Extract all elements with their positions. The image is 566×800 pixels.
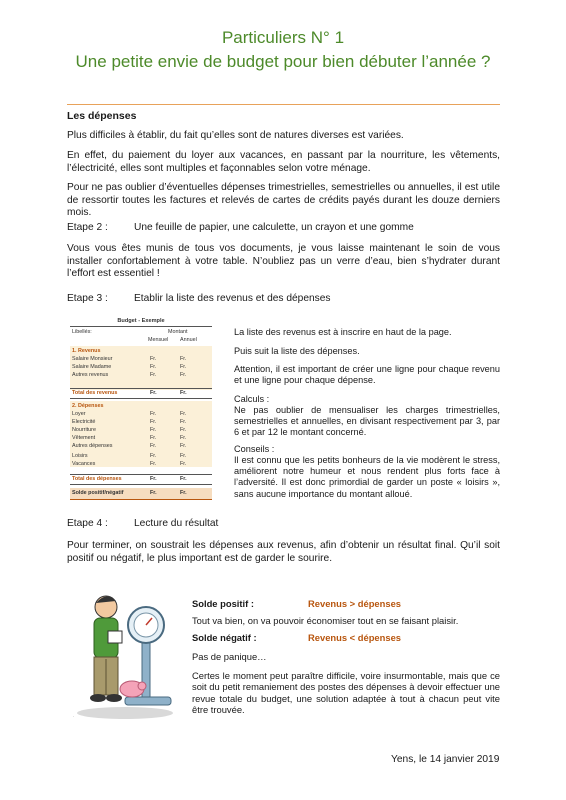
cell-currency: Fr. [150,476,157,482]
montant-header: Montant [168,329,188,335]
solde-positif-label: Solde positif : [192,598,254,609]
cell-currency: Fr. [150,435,157,441]
step-3-label: Etape 3 : [67,293,108,304]
mensuel-header: Mensuel [148,337,169,343]
cell-currency: Fr. [180,453,187,459]
revenu-row: Autres revenus [72,372,109,378]
conseils-text: Il est connu que les petits bonheurs de la vie modèrent le stress, améliorent notre humeur et nous rendent plus forts face à l’adversité. Il est donc primordial de garder un poste « loisirs », sans aucune importance du montant alloué. [234,455,500,499]
total-revenus: Total des revenus [72,390,118,396]
cell-currency: Fr. [180,427,187,433]
step-3-text: Etablir la liste des revenus et des dépenses [134,293,331,304]
step-2 [67,222,414,233]
footer-date: Yens, le 14 janvier 2019 [391,754,500,765]
solde-positif-rule: Revenus > dépenses [308,598,402,609]
cell-currency: Fr. [180,390,187,396]
depense-row: Electricité [72,419,96,425]
cell-currency: Fr. [180,419,187,425]
divider [67,104,500,105]
depense-row: Autres dépenses [72,443,113,449]
depense-row: Loyer [72,411,86,417]
side-text-1: La liste des revenus est à inscrire en haut de la page. [234,327,452,337]
side-text-3: Attention, il est important de créer une ligne pour chaque revenu et une ligne pour chaque dépense. [234,364,500,386]
libelle-header: Libellés: [72,329,92,335]
solde-negatif-text-2: Certes le moment peut paraître difficile, voire insurmontable, mais que ce soit du petit remaniement des postes des dépenses à devoir effectuer une revue totale du budget, une solution adaptée à tout à chacun peut vite être trouvée. [192,670,500,716]
calculs-title: Calculs : [234,394,270,404]
cell-currency: Fr. [150,427,157,433]
cell-currency: Fr. [150,411,157,417]
paragraph-5: Pour terminer, on soustrait les dépenses aux revenus, afin d’obtenir un résultat final. Qu’il soit positif ou négatif, le plus important est de garder le sourire. [67,540,500,564]
solde-row: Solde positif/négatif [72,490,124,496]
cell-currency: Fr. [180,476,187,482]
cell-currency: Fr. [150,443,157,449]
section-title: Les dépenses [67,110,137,122]
conseils-title: Conseils : [234,444,275,454]
cell-currency: Fr. [150,356,157,362]
side-text-2: Puis suit la liste des dépenses. [234,346,360,356]
depense-row: Loisirs [72,453,88,459]
paragraph-3: Pour ne pas oublier d’éventuelles dépenses trimestrielles, semestrielles ou annuelles, il est utile de ressortir toutes les factures et relevés de cartes de crédits payés durant les douze derniers mois. [67,182,500,218]
solde-negatif-text-1: Pas de panique… [192,651,267,662]
annuel-header: Annuel [180,337,197,343]
depense-row: Nourriture [72,427,96,433]
cartoon-scale-illustration [70,585,175,720]
step-4-text: Lecture du résultat [134,518,219,529]
paragraph-2: En effet, du paiement du loyer aux vacances, en passant par la nourriture, les vêtements, l’électricité, elles sont multiples et façonnables selon votre ménage. [67,150,500,174]
cell-currency: Fr. [180,435,187,441]
revenu-row: Salaire Madame [72,364,112,370]
cell-currency: Fr. [180,356,187,362]
budget-table [70,318,212,501]
solde-negatif-label: Solde négatif : [192,632,257,643]
page-subtitle: Une petite envie de budget pour bien débuter l’année ? [75,52,491,71]
budget-table-title: Budget - Exemple [117,318,165,324]
cell-currency: Fr. [180,490,187,496]
step-3 [67,293,331,304]
depenses-title: 2. Dépenses [72,403,104,409]
paragraph-1: Plus difficiles à établir, du fait qu’elles sont de natures diverses est variées. [67,130,404,141]
cell-currency: Fr. [150,372,157,378]
total-depenses: Total des dépenses [72,476,122,482]
cell-currency: Fr. [180,461,187,467]
step-4-label: Etape 4 : [67,518,108,529]
revenus-title: 1. Revenus [72,348,101,354]
cell-currency: Fr. [180,372,187,378]
solde-negatif-rule: Revenus < dépenses [308,632,402,643]
cell-currency: Fr. [150,364,157,370]
step-2-text: Une feuille de papier, une calculette, un crayon et une gomme [134,222,414,233]
paragraph-4: Vous vous êtes munis de tous vos documents, je vous laisse maintenant le soin de vous installer confortablement à votre table. N’oubliez pas un verre d’eau, bien s’hydrater durant l’effort est essentiel ! [67,243,500,279]
cell-currency: Fr. [150,490,157,496]
svg-text:.: . [70,715,75,717]
depense-row: Vêtement [72,435,96,441]
calculs-text: Ne pas oublier de mensualiser les charges trimestrielles, semestrielles et annuelles, en divisant respectivement par 3, par 6 et par 12 le montant concerné. [234,405,500,438]
cell-currency: Fr. [150,461,157,467]
solde-positif-text: Tout va bien, on va pouvoir économiser tout en se faisant plaisir. [192,615,459,626]
cell-currency: Fr. [180,411,187,417]
cell-currency: Fr. [180,443,187,449]
cell-currency: Fr. [180,364,187,370]
cell-currency: Fr. [150,390,157,396]
cell-currency: Fr. [150,453,157,459]
revenu-row: Salaire Monsieur [72,356,113,362]
depense-row: Vacances [72,461,96,467]
step-2-label: Etape 2 : [67,222,108,233]
cell-currency: Fr. [150,419,157,425]
page-title: Particuliers N° 1 [221,28,345,47]
step-4 [67,518,219,529]
